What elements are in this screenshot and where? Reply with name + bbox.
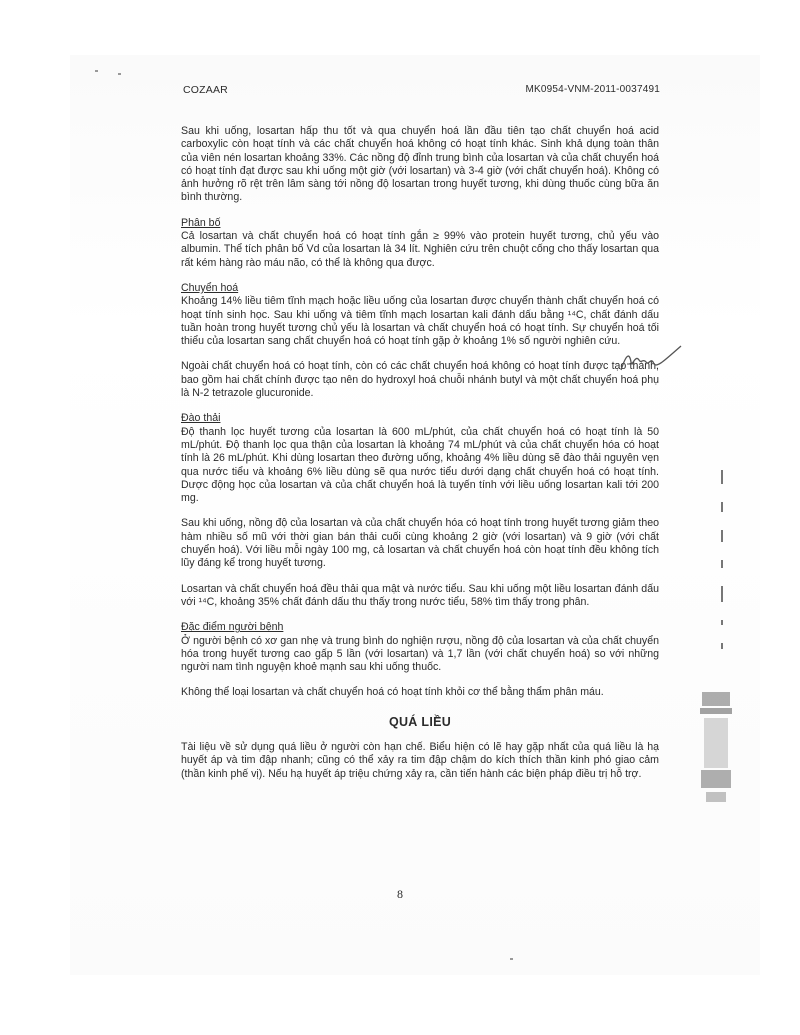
section-title: Đặc điểm người bệnh (181, 621, 284, 634)
header-document-code: MK0954-VNM-2011-0037491 (525, 84, 660, 95)
scan-dot (118, 73, 121, 75)
intro-paragraph: Sau khi uống, losartan hấp thu tốt và qua chuyển hoá lần đầu tiên tạo chất chuyển hoá acid carboxylic còn hoạt tính và các chất chuyển hoá không có hoạt tính khác. Sinh khả dụng toàn thân của viên nén losartan khoảng 33%. Các nồng độ đỉnh trung bình của losartan và của chất chuyển hoá có hoạt tính đạt được sau khi uống một giờ (với losartan) và 3-4 giờ (với chất chuyển hoá). Không có ảnh hưởng rõ rệt trên lâm sàng tới nồng độ losartan trong huyết tương, khi dùng thuốc cùng bữa ăn bình thường. (181, 125, 659, 204)
scan-dot (95, 70, 98, 72)
paragraph: Ở người bệnh có xơ gan nhẹ và trung bình do nghiện rượu, nồng độ của losartan và của chất chuyển hóa trong huyết tương cao gấp 5 lần (với losartan) và 1,7 lần (với chất chuyển hoá) so với những người nam tình nguyện khoẻ mạnh sau khi uống thuốc. (181, 634, 659, 674)
section-elimination (181, 412, 659, 609)
paragraph: Losartan và chất chuyển hoá đều thải qua mật và nước tiểu. Sau khi uống một liều losartan đánh dấu với ¹⁴C, khoảng 35% chất đánh dấu thu thấy trong nước tiểu, 58% tìm thấy trong phân. (181, 582, 659, 608)
scan-dot (510, 958, 513, 960)
paragraph: Độ thanh lọc huyết tương của losartan là 600 mL/phút, của chất chuyển hoá có hoạt tính là 50 mL/phút. Độ thanh lọc qua thận của losartan là khoảng 74 mL/phút và của chất chuyển hóa có hoạt tính là 26 mL/phút. Khi dùng losartan theo đường uống, khoảng 4% liều dùng sẽ đào thải nguyên vẹn qua nước tiểu và khoảng 6% liều dùng sẽ qua nước tiểu dưới dạng chất chuyển hoá có hoạt tính. Dược động học của losartan và của chất chuyển hoá là tuyến tính với liều uống losartan kali tới 200 mg. (181, 425, 659, 505)
section-distribution (181, 217, 659, 270)
section-title: Chuyển hoá (181, 281, 239, 294)
signature-scribble-icon (615, 340, 685, 380)
overdose-paragraph: Tài liệu về sử dụng quá liều ở người còn hạn chế. Biểu hiện có lẽ hay gặp nhất của quá liều là hạ huyết áp và tim đập nhanh; cũng có thể xảy ra tim đập chậm do kích thích thần kinh phó giao cảm (thần kinh phế vị). Nếu hạ huyết áp triệu chứng xảy ra, cần tiến hành các biện pháp điều trị hỗ trợ. (181, 740, 659, 780)
section-title: Phân bố (181, 216, 221, 229)
header-product-name: COZAAR (183, 84, 228, 96)
paragraph: Khoảng 14% liều tiêm tĩnh mạch hoặc liều uống của losartan được chuyển thành chất chuyển hoá có hoạt tính sinh học. Sau khi uống và tiêm tĩnh mạch losartan kali đánh dấu bằng ¹⁴C, chất đánh dấu tuần hoàn trong huyết tương chủ yếu là losartan và chất chuyển hoá có hoạt tính. Sự chuyển hoá tối thiểu của losartan sang chất chuyển hoá có hoạt tính gặp ở khoảng 1% số người nghiên cứu. (181, 295, 659, 348)
paragraph: Sau khi uống, nồng độ của losartan và của chất chuyển hóa có hoạt tính trong huyết tương giảm theo hàm nhiều số mũ với thời gian bán thải cuối cùng khoảng 2 giờ (với losartan) và 9 giờ (với chất chuyển hoá). Với liều mỗi ngày 100 mg, cả losartan và chất chuyển hoá còn hoạt tính đều không tích lũy đáng kể trong huyết tương. (181, 517, 659, 570)
page-number: 8 (397, 887, 403, 901)
overdose-heading: QUÁ LIỀU (388, 714, 452, 729)
section-patient-characteristics (181, 621, 659, 699)
document-body (181, 125, 659, 793)
section-metabolism (181, 282, 659, 400)
paragraph: Ngoài chất chuyển hoá có hoạt tính, còn có các chất chuyển hoá không có hoạt tính được tạo thành, bao gồm hai chất chính được tạo nên do hydroxyl hoá chuỗi nhánh butyl và một chất chuyển hoá phụ là N-2 tetrazole glucuronide. (181, 360, 659, 400)
margin-scan-marks (712, 470, 732, 667)
scan-artifact-icon (698, 688, 736, 808)
paragraph: Không thể loại losartan và chất chuyển hoá có hoạt tính khỏi cơ thể bằng thẩm phân máu. (181, 686, 604, 699)
paragraph: Cả losartan và chất chuyển hoá có hoạt tính gắn ≥ 99% vào protein huyết tương, chủ yếu vào albumin. Thể tích phân bố Vd của losartan là 34 lít. Nghiên cứu trên chuột cống cho thấy losartan qua rất kém hàng rào máu não, có thể là không qua được. (181, 230, 659, 269)
section-title: Đào thải (181, 412, 221, 425)
